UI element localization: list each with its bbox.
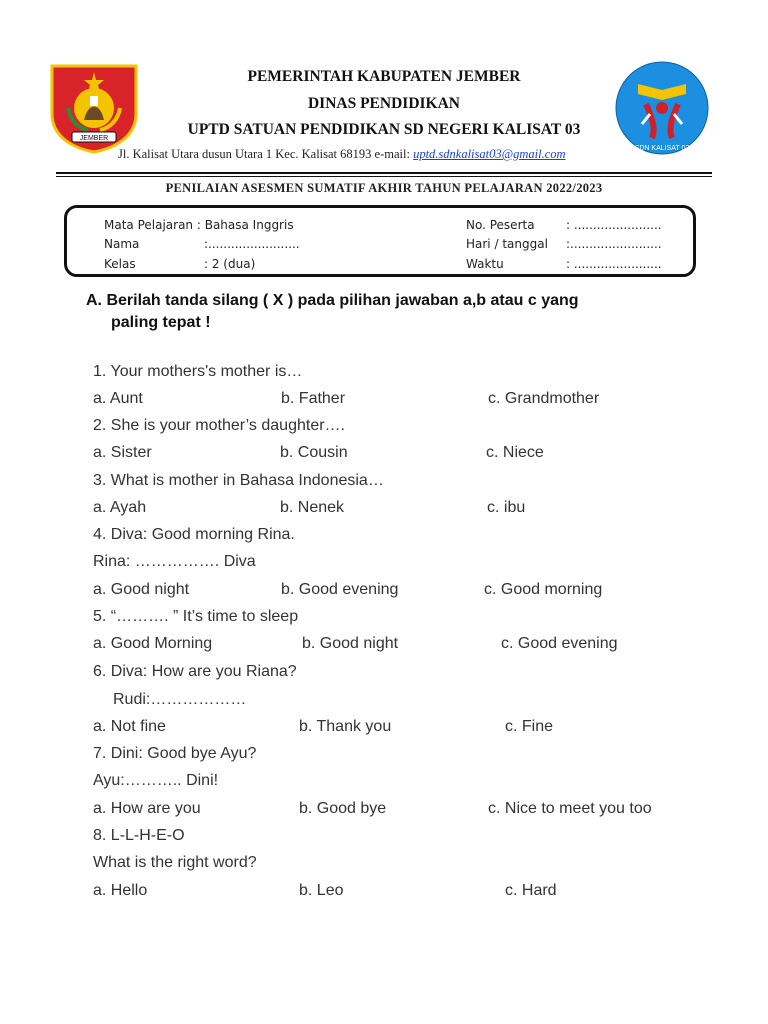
question-5: 5. “………. ” It’s time to sleep <box>93 608 299 625</box>
q8-option-b[interactable]: b. Leo <box>299 882 344 899</box>
date-label: Hari / tanggal <box>466 237 548 251</box>
time-value[interactable]: : ....................... <box>566 257 662 271</box>
logo-left-caption: JEMBER <box>79 135 109 142</box>
q3-option-c[interactable]: c. ibu <box>487 499 526 516</box>
q2-option-b[interactable]: b. Cousin <box>280 444 348 461</box>
q8-option-a[interactable]: a. Hello <box>93 882 148 899</box>
q6-option-b[interactable]: b. Thank you <box>299 718 392 735</box>
question-8: 8. L-L-H-E-O <box>93 827 185 844</box>
header-rule-thin <box>56 176 712 177</box>
question-7: 7. Dini: Good bye Ayu? <box>93 745 257 762</box>
question-4: 4. Diva: Good morning Rina. <box>93 526 295 543</box>
q5-option-b[interactable]: b. Good night <box>302 635 399 652</box>
question-6: 6. Diva: How are you Riana? <box>93 663 297 680</box>
question-7-dialog: Ayu:……….. Dini! <box>93 772 219 789</box>
participant-value[interactable]: : ....................... <box>566 218 662 232</box>
q5-option-c[interactable]: c. Good evening <box>501 635 618 652</box>
question-6-dialog: Rudi:……………… <box>113 691 247 708</box>
q2-option-c[interactable]: c. Niece <box>486 444 544 461</box>
q6-option-a[interactable]: a. Not fine <box>93 718 166 735</box>
question-2: 2. She is your mother’s daughter…. <box>93 417 345 434</box>
q1-option-a[interactable]: a. Aunt <box>93 390 143 407</box>
header-department: DINAS PENDIDIKAN <box>307 95 460 112</box>
q5-option-a[interactable]: a. Good Morning <box>93 635 213 652</box>
q2-option-a[interactable]: a. Sister <box>93 444 152 461</box>
header-address <box>118 147 566 162</box>
q7-option-c[interactable]: c. Nice to meet you too <box>488 800 652 817</box>
logo-right-caption: SDN KALISAT 03 <box>634 145 690 152</box>
q6-option-c[interactable]: c. Fine <box>505 718 554 735</box>
student-identity-box <box>64 205 696 277</box>
q3-option-a[interactable]: a. Ayah <box>93 499 147 516</box>
exam-title: PENILAIAN ASESMEN SUMATIF AKHIR TAHUN PELAJARAN 2022/2023 <box>165 181 603 195</box>
section-a-instruction <box>86 290 686 334</box>
q4-option-a[interactable]: a. Good night <box>93 581 190 598</box>
q7-option-a[interactable]: a. How are you <box>93 800 201 817</box>
header-government: PEMERINTAH KABUPATEN JEMBER <box>247 68 521 85</box>
class-label: Kelas <box>104 257 136 271</box>
class-value: : 2 (dua) <box>204 257 256 271</box>
q1-option-b[interactable]: b. Father <box>281 390 346 407</box>
header-rule-thick <box>56 172 712 174</box>
section-a-line1: A. Berilah tanda silang ( X ) pada pilihan jawaban a,b atau c yang <box>86 292 579 309</box>
q4-option-c[interactable]: c. Good morning <box>484 581 603 598</box>
name-value[interactable]: :........................ <box>204 237 300 251</box>
section-a-line2: paling tepat ! <box>111 314 211 331</box>
question-8-prompt: What is the right word? <box>93 854 257 871</box>
participant-label: No. Peserta <box>466 218 535 232</box>
question-1: 1. Your mothers's mother is… <box>93 363 303 380</box>
time-label: Waktu <box>466 257 504 271</box>
q4-option-b[interactable]: b. Good evening <box>281 581 399 598</box>
q7-option-b[interactable]: b. Good bye <box>299 800 387 817</box>
date-value[interactable]: :........................ <box>566 237 662 251</box>
email-link[interactable]: uptd.sdnkalisat03@gmail.com <box>413 147 566 161</box>
q8-option-c[interactable]: c. Hard <box>505 882 557 899</box>
name-label: Nama <box>104 237 140 251</box>
question-4-dialog: Rina: ……………. Diva <box>93 553 256 570</box>
header-school: UPTD SATUAN PENDIDIKAN SD NEGERI KALISAT 03 <box>187 121 581 138</box>
q1-option-c[interactable]: c. Grandmother <box>488 390 600 407</box>
q3-option-b[interactable]: b. Nenek <box>280 499 345 516</box>
subject-field: Mata Pelajaran : Bahasa Inggris <box>104 218 294 232</box>
question-3: 3. What is mother in Bahasa Indonesia… <box>93 472 384 489</box>
address-text: Jl. Kalisat Utara dusun Utara 1 Kec. Kalisat 68193 e-mail: <box>118 147 414 161</box>
